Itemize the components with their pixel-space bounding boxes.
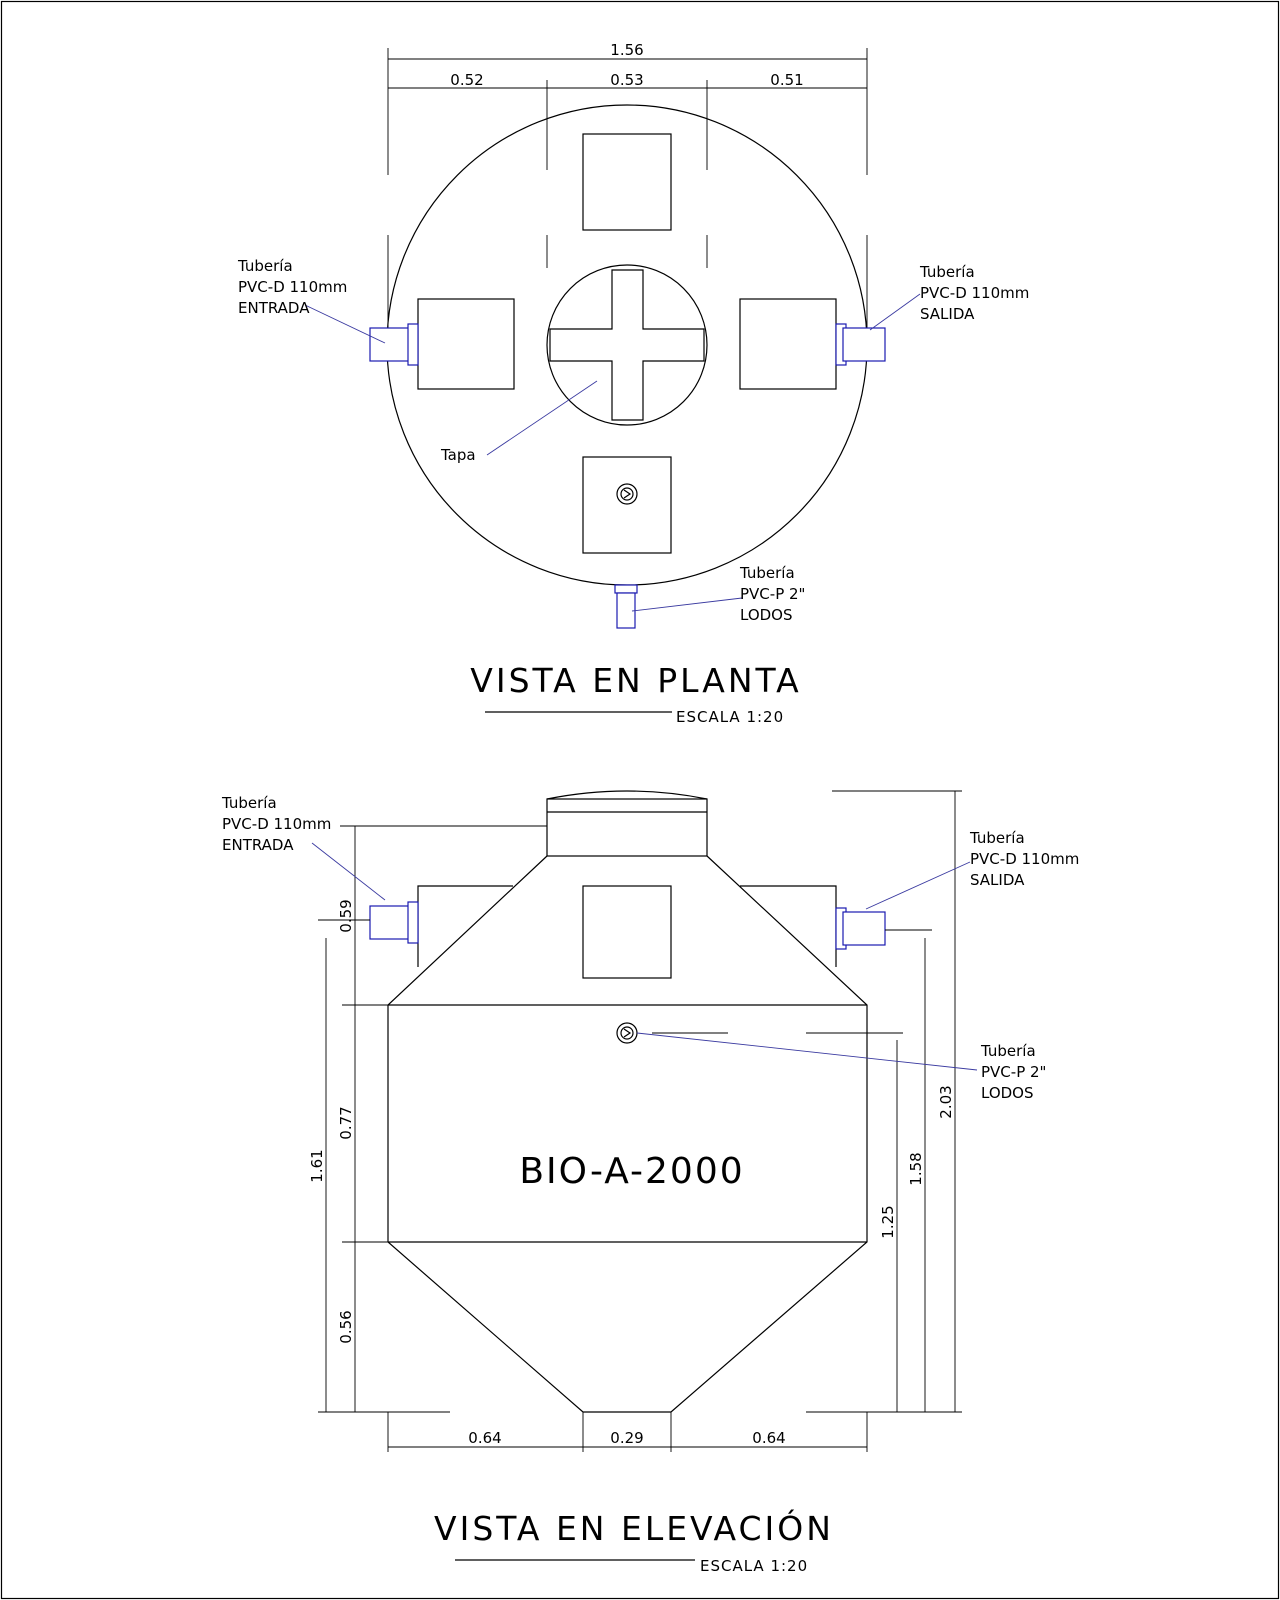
elev-dim-total-height: 2.03 bbox=[937, 1085, 955, 1119]
elev-dome bbox=[547, 791, 707, 799]
elev-left-box bbox=[418, 886, 513, 967]
elev-dim-base-left: 0.64 bbox=[468, 1429, 502, 1447]
svg-text:PVC-D 110mm: PVC-D 110mm bbox=[222, 815, 332, 833]
svg-text:ENTRADA: ENTRADA bbox=[222, 836, 294, 854]
elev-dim-base-center: 0.29 bbox=[610, 1429, 644, 1447]
elev-sludge-valve-icon bbox=[617, 1023, 637, 1043]
plan-outlet-label bbox=[919, 263, 1029, 323]
plan-inlet-label bbox=[237, 257, 347, 317]
svg-text:PVC-D 110mm: PVC-D 110mm bbox=[920, 284, 1030, 302]
elev-dim-top: 0.59 bbox=[337, 899, 355, 933]
elev-dim-middle: 0.77 bbox=[337, 1106, 355, 1140]
plan-bottom-box bbox=[583, 457, 671, 553]
plan-left-box bbox=[418, 299, 514, 389]
svg-text:PVC-P 2": PVC-P 2" bbox=[981, 1063, 1047, 1081]
elevation-view bbox=[221, 791, 1079, 1575]
svg-text:LODOS: LODOS bbox=[740, 606, 793, 624]
svg-text:Tubería: Tubería bbox=[970, 829, 1025, 847]
elev-dim-base-right: 0.64 bbox=[752, 1429, 786, 1447]
elev-dim-outlet-height: 1.58 bbox=[907, 1152, 925, 1186]
elev-model-label: BIO-A-2000 bbox=[519, 1151, 745, 1192]
plan-dim-middle: 0.53 bbox=[610, 71, 644, 89]
plan-view bbox=[237, 41, 1029, 726]
plan-outlet-pipe bbox=[836, 324, 885, 365]
plan-title: VISTA EN PLANTA bbox=[470, 661, 802, 700]
svg-text:LODOS: LODOS bbox=[981, 1084, 1034, 1102]
elev-sludge-label bbox=[980, 1042, 1046, 1102]
elev-right-dimensions bbox=[340, 791, 962, 1412]
elev-inlet-pipe bbox=[370, 902, 418, 943]
plan-scale: ESCALA 1:20 bbox=[676, 708, 785, 726]
plan-sludge-pipe bbox=[615, 585, 637, 628]
plan-lid-label: Tapa bbox=[441, 446, 476, 464]
elevation-title: VISTA EN ELEVACIÓN bbox=[434, 1509, 834, 1548]
svg-text:Tubería: Tubería bbox=[981, 1042, 1036, 1060]
svg-text:PVC-D 110mm: PVC-D 110mm bbox=[238, 278, 348, 296]
svg-text:PVC-P 2": PVC-P 2" bbox=[740, 585, 806, 603]
svg-text:Tubería: Tubería bbox=[740, 564, 795, 582]
elev-outlet-pipe bbox=[836, 908, 885, 949]
plan-dim-left: 0.52 bbox=[450, 71, 484, 89]
elev-neck bbox=[547, 799, 707, 856]
plan-sludge-label bbox=[739, 564, 805, 624]
svg-text:ENTRADA: ENTRADA bbox=[238, 299, 310, 317]
elev-front-box bbox=[583, 886, 671, 978]
plan-right-box bbox=[740, 299, 836, 389]
svg-text:Tubería: Tubería bbox=[920, 263, 975, 281]
plan-inlet-pipe bbox=[370, 324, 418, 365]
svg-text:SALIDA: SALIDA bbox=[920, 305, 975, 323]
plan-dim-right: 0.51 bbox=[770, 71, 804, 89]
elevation-scale: ESCALA 1:20 bbox=[700, 1557, 809, 1575]
plan-dim-total: 1.56 bbox=[610, 41, 644, 59]
elev-outlet-label bbox=[969, 829, 1079, 889]
svg-text:PVC-D 110mm: PVC-D 110mm bbox=[970, 850, 1080, 868]
elev-dim-bottom: 0.56 bbox=[337, 1310, 355, 1344]
svg-text:Tubería: Tubería bbox=[238, 257, 293, 275]
svg-text:SALIDA: SALIDA bbox=[970, 871, 1025, 889]
elev-bottom-dimensions bbox=[388, 1412, 867, 1452]
elev-dim-total-left: 1.61 bbox=[308, 1149, 326, 1183]
elev-dim-sludge-height: 1.25 bbox=[879, 1205, 897, 1239]
plan-top-box bbox=[583, 134, 671, 230]
svg-text:Tubería: Tubería bbox=[222, 794, 277, 812]
sheet-frame bbox=[2, 2, 1279, 1599]
elev-right-box bbox=[740, 886, 836, 967]
